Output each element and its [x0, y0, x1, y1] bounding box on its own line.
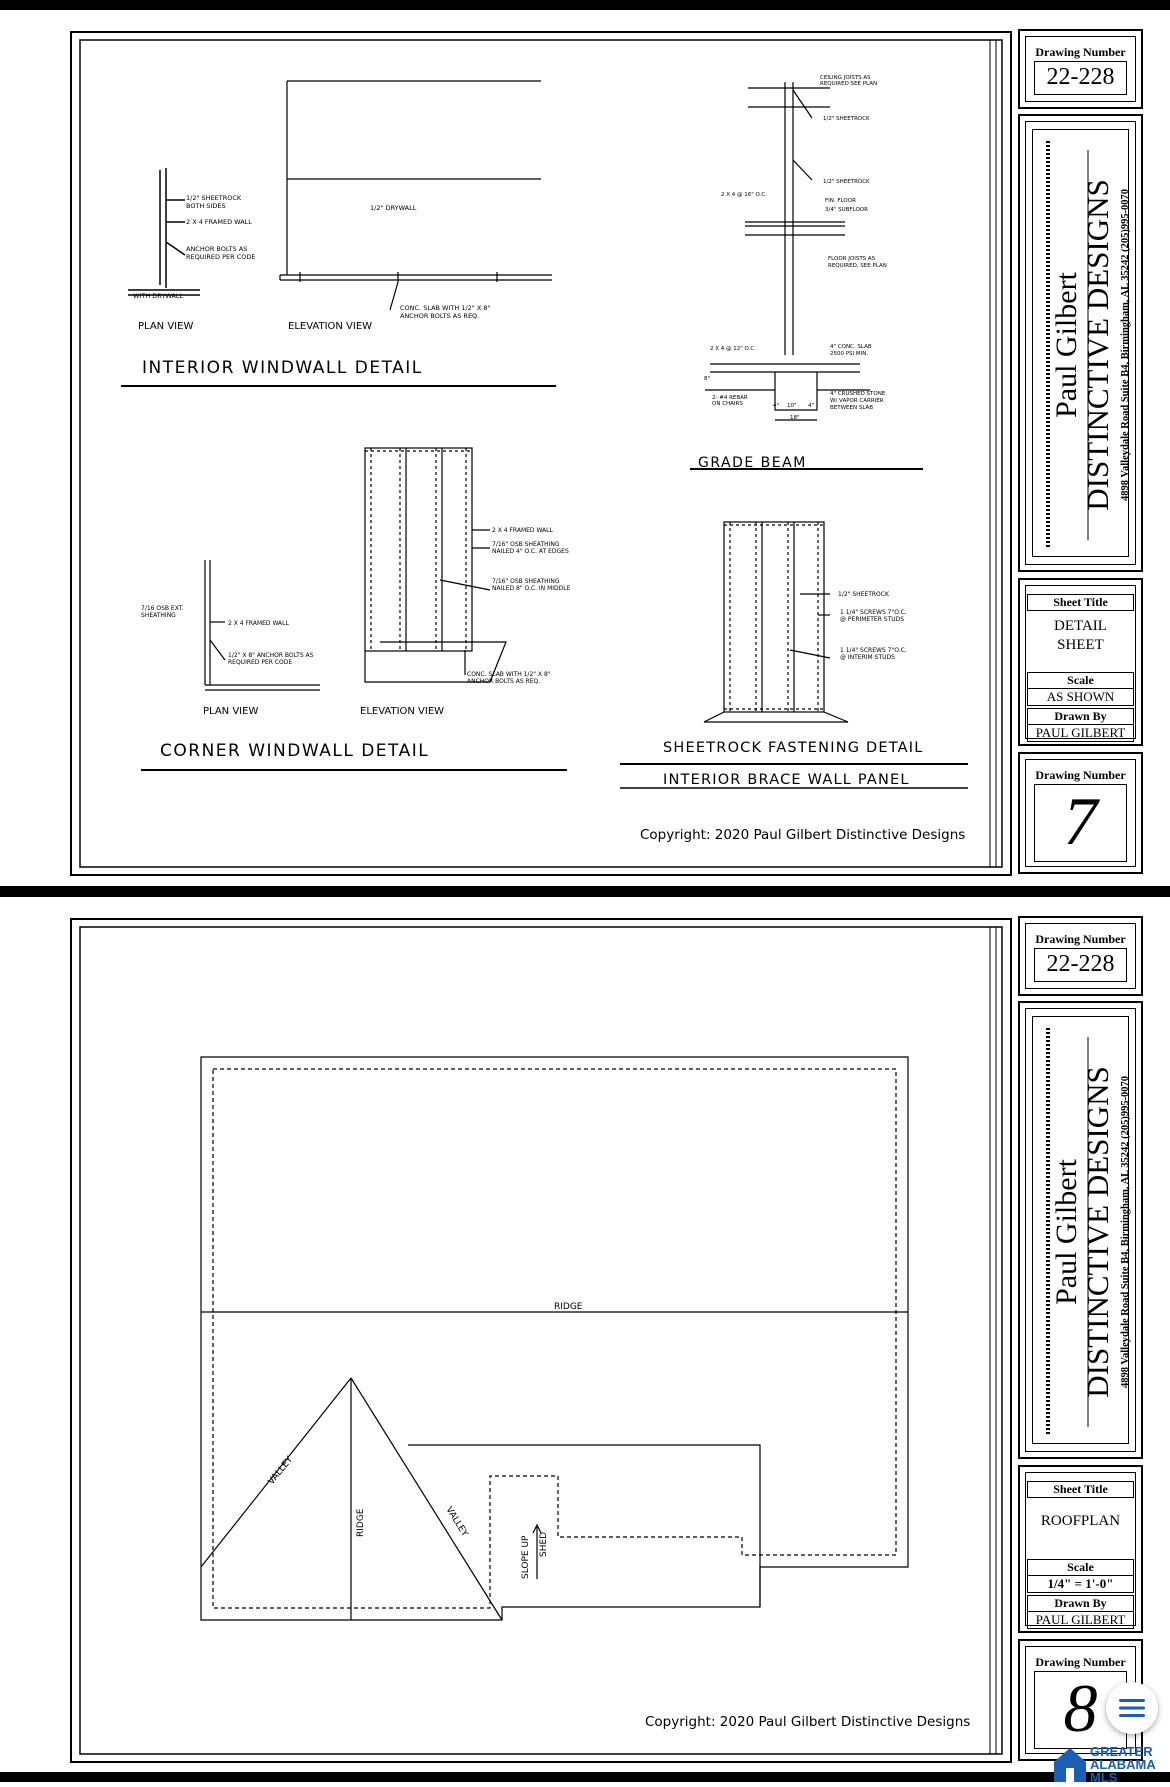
note-sheetrock-both: 1/2" SHEETROCK — [186, 194, 242, 202]
drawn-by-value-2: PAUL GILBERT — [1027, 1611, 1133, 1629]
firm-logo — [1020, 116, 1145, 574]
grade-stone2: W/ VAPOR CARRIER — [830, 398, 884, 404]
page-number: 7 — [1063, 783, 1098, 859]
note-drywall: 1/2" DRYWALL — [370, 204, 417, 212]
bottom-black-band — [0, 1772, 1170, 1782]
drawing-number-label: Drawing Number — [1035, 45, 1126, 59]
menu-button[interactable] — [1106, 1682, 1158, 1734]
detail-sheet-drawing — [0, 10, 1170, 886]
grade-dim-8: 8" — [704, 376, 711, 382]
grade-sheetrock: 1/2" SHEETROCK — [823, 116, 870, 122]
drawn-by-label-2: Drawn By — [1027, 1595, 1133, 1612]
label-elevation-view: ELEVATION VIEW — [288, 321, 373, 332]
note-with-drywall: WITH DRYWALL — [133, 292, 184, 300]
drawing-number-label-2: Drawing Number — [1035, 932, 1126, 946]
note-anchor: ANCHOR BOLTS AS — [186, 245, 248, 253]
note-conc1: CONC. SLAB WITH 1/2" X 8" — [400, 304, 491, 312]
grade-2x4: 2 X 4 @ 16" O.C. — [721, 192, 767, 198]
drawn-by-value: PAUL GILBERT — [1027, 724, 1133, 742]
note-conc2: ANCHOR BOLTS AS REQ. — [400, 312, 480, 320]
title-interior-brace: INTERIOR BRACE WALL PANEL — [663, 772, 910, 788]
sheet-title-2: ROOFPLAN — [1040, 1513, 1121, 1529]
title-sheetrock-fastening: SHEETROCK FASTENING DETAIL — [663, 740, 924, 756]
roof-shed: SHED — [539, 1531, 549, 1557]
title-corner-windwall: CORNER WINDWALL DETAIL — [160, 741, 430, 761]
title-interior-windwall: INTERIOR WINDWALL DETAIL — [142, 358, 423, 378]
tb-page-number — [1018, 752, 1143, 874]
tb-sheet-info — [1018, 578, 1143, 746]
grade-rebar: 2- #4 REBAR — [712, 395, 748, 401]
grade-dim-10: 10" — [787, 403, 797, 409]
tb-drawing-number — [1018, 29, 1143, 109]
page-number-label-2: Drawing Number — [1035, 1655, 1126, 1669]
corner-osb1a: 7/16" OSB SHEATHING — [492, 541, 560, 548]
scale-value-2: 1/4" = 1'-0" — [1027, 1575, 1133, 1593]
greater-alabama-mls-logo — [1050, 1740, 1170, 1782]
detail-sheet — [0, 10, 1170, 886]
grade-conc2: 2500 PSI MIN. — [830, 351, 869, 357]
designer-name-2: Paul Gilbert — [1050, 1159, 1083, 1305]
grade-stone3: BETWEEN SLAB — [830, 405, 874, 411]
page-number-2: 8 — [1063, 1670, 1098, 1746]
sheet-title-line2: SHEET — [1057, 637, 1104, 653]
designer-name: Paul Gilbert — [1050, 272, 1083, 418]
corner-conc1: CONC. SLAB WITH 1/2" X 8" — [467, 671, 551, 678]
note-2x4-framed: 2 X 4 FRAMED WALL — [186, 218, 252, 226]
top-black-band — [0, 0, 1170, 10]
grade-chairs: ON CHAIRS — [712, 401, 743, 407]
copyright-2: Copyright: 2020 Paul Gilbert Distinctive Designs — [645, 1714, 971, 1730]
tb-drawing-number-2 — [1018, 916, 1143, 996]
corner-osb-ext2: SHEATHING — [141, 612, 176, 619]
firm-address: 4898 Valleydale Road Suite B4, Birmingham, AL 35242 (205)995-0070 — [1120, 188, 1131, 502]
corner-osb2a: 7/16" OSB SHEATHING — [492, 578, 560, 585]
roof-ridge-label: RIDGE — [554, 1302, 583, 1312]
corner-osb1b: NAILED 4" O.C. AT EDGES — [492, 548, 569, 555]
tb-firm-logo-2 — [1018, 1001, 1143, 1459]
sheet-title-label-2: Sheet Title — [1027, 1481, 1133, 1498]
note-both-sides: BOTH SIDES — [186, 202, 226, 210]
middle-black-band — [0, 886, 1170, 897]
label-corner-plan-view: PLAN VIEW — [203, 706, 259, 717]
firm-name-2: DISTINCTIVE DESIGNS — [1080, 1066, 1115, 1398]
drawing-number: 22-228 — [1046, 64, 1115, 90]
house-logo-icon — [1050, 1740, 1170, 1782]
roofplan-sheet — [0, 897, 1170, 1772]
drawing-number-2: 22-228 — [1046, 951, 1115, 977]
note-anchor2: REQUIRED PER CODE — [186, 253, 256, 261]
scale-label-2: Scale — [1027, 1559, 1133, 1576]
grade-2x4-12: 2 X 4 @ 12" O.C. — [710, 346, 756, 352]
tb-sheet-info-2 — [1018, 1465, 1143, 1633]
sheet-title-label: Sheet Title — [1027, 594, 1133, 611]
grade-conc1: 4" CONC. SLAB — [830, 344, 872, 350]
label-plan-view: PLAN VIEW — [138, 321, 194, 332]
firm-address-2: 4898 Valleydale Road Suite B4, Birmingham, AL 35242 (205)995-0070 — [1120, 1075, 1131, 1389]
label-corner-elevation-view: ELEVATION VIEW — [360, 706, 445, 717]
scale-label: Scale — [1027, 672, 1133, 689]
roofplan-drawing — [0, 897, 1170, 1772]
grade-subfloor: 3/4" SUBFLOOR — [825, 207, 868, 213]
hamburger-menu-icon — [1117, 1696, 1147, 1720]
grade-dim-4a: 4" — [773, 403, 780, 409]
title-grade-beam: GRADE BEAM — [698, 455, 807, 471]
grade-sheetrock2: 1/2" SHEETROCK — [823, 179, 870, 185]
sheet-title-line1: DETAIL — [1054, 618, 1107, 634]
logo-line1: GREATER — [1090, 1744, 1153, 1759]
corner-conc2: ANCHOR BOLTS AS REQ. — [467, 678, 541, 685]
corner-anchor1: 1/2" X 8" ANCHOR BOLTS AS — [228, 652, 314, 659]
grade-floor-joists2: REQUIRED, SEE PLAN — [828, 263, 887, 269]
roof-valley-right: VALLEY — [443, 1505, 470, 1539]
grade-floor-joists1: FLOOR JOISTS AS — [828, 256, 876, 262]
corner-osb2b: NAILED 8" O.C. IN MIDDLE — [492, 585, 571, 592]
sheetrock-screws1a: 1 1/4" SCREWS 7"O.C. — [840, 609, 907, 616]
grade-dim-4b: 4" — [808, 403, 815, 409]
corner-anchor2: REQUIRED PER CODE — [228, 659, 293, 666]
roof-ridge-vertical: RIDGE — [356, 1508, 366, 1537]
sheetrock-screws2a: 1 1/4" SCREWS 7"O.C. — [840, 647, 907, 654]
sheetrock-note: 1/2" SHEETROCK — [838, 591, 889, 598]
corner-osb-ext1: 7/16 OSB EXT. — [141, 605, 184, 612]
logo-line3: MLS — [1090, 1770, 1118, 1782]
grade-stone1: 4" CRUSHED STONE — [830, 391, 886, 397]
grade-ceiling2: REQUIRED SEE PLAN — [820, 81, 878, 87]
grade-ceiling1: CEILING JOISTS AS — [820, 75, 871, 81]
scale-value: AS SHOWN — [1027, 688, 1133, 706]
corner-2x4: 2 X 4 FRAMED WALL — [228, 620, 289, 627]
roof-valley-left: VALLEY — [266, 1454, 296, 1487]
firm-name: DISTINCTIVE DESIGNS — [1080, 179, 1115, 511]
drawn-by-label: Drawn By — [1027, 708, 1133, 725]
copyright: Copyright: 2020 Paul Gilbert Distinctive Designs — [640, 827, 966, 843]
logo-line2: ALABAMA — [1090, 1757, 1156, 1772]
sheetrock-screws2b: @ INTERIM STUDS — [840, 654, 895, 661]
grade-dim-18: 18" — [790, 415, 800, 421]
page-number-label: Drawing Number — [1035, 768, 1126, 782]
corner-2x4b: 2 X 4 FRAMED WALL — [492, 527, 553, 534]
tb-firm-logo — [1018, 114, 1143, 572]
sheetrock-screws1b: @ PERIMETER STUDS — [840, 616, 905, 623]
roof-slope-up: SLOPE UP — [521, 1535, 531, 1579]
firm-logo-2 — [1020, 1003, 1145, 1461]
grade-fin-floor: FIN. FLOOR — [825, 198, 856, 204]
